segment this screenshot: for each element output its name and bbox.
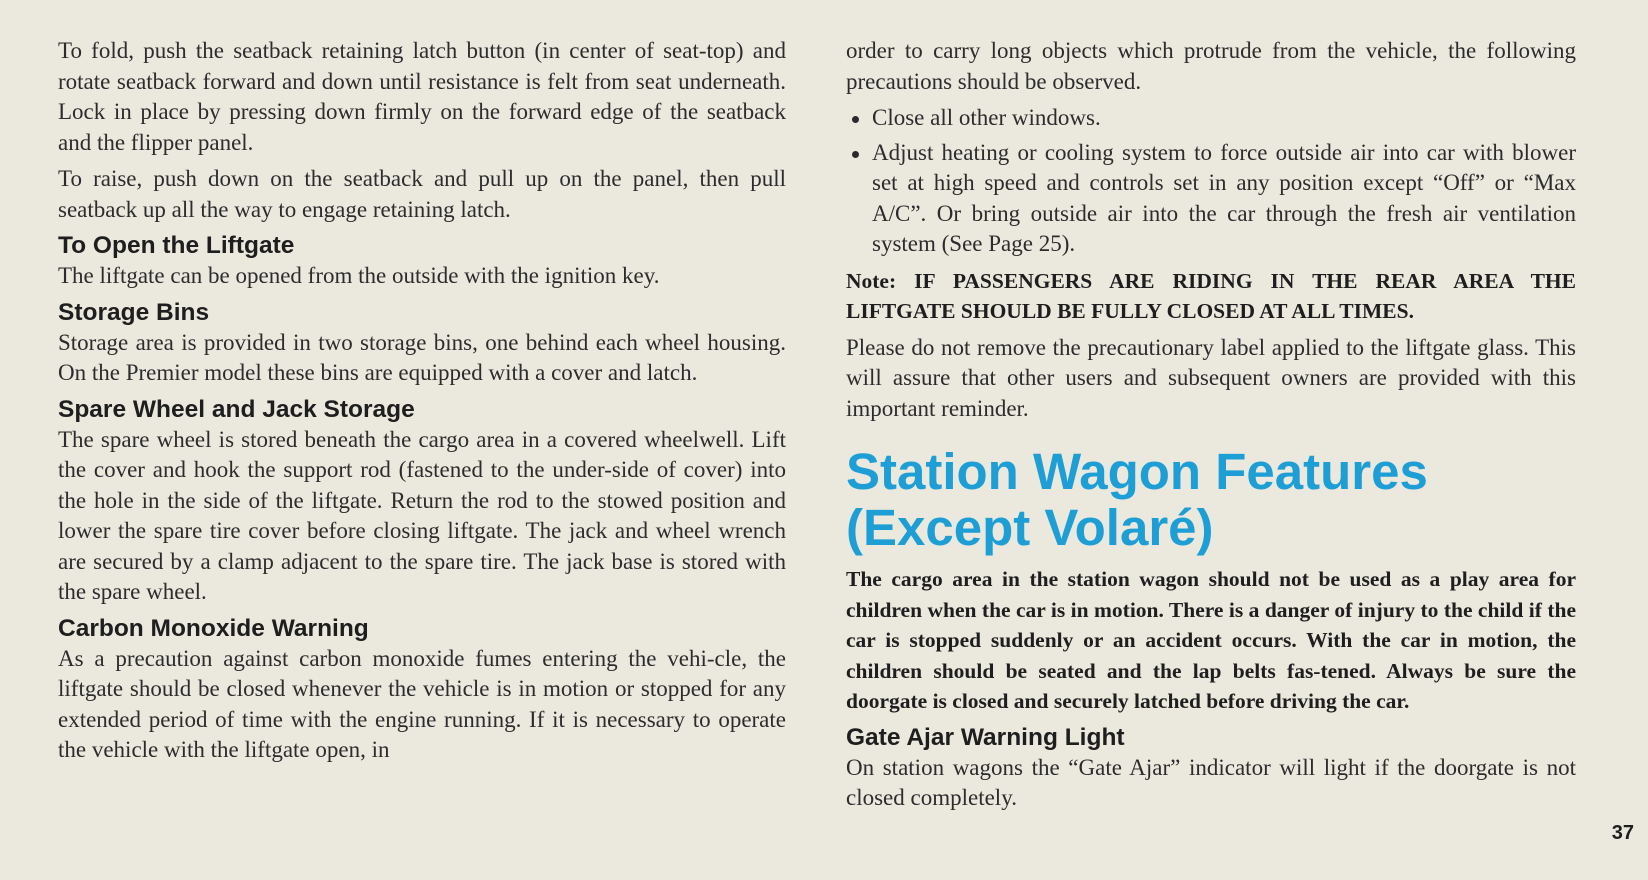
section-title-line1: Station Wagon Features xyxy=(846,443,1428,500)
fold-instructions: To fold, push the seatback retaining latch button (in center of seat-top) and rotate seatback forward and down until resistance is felt from seat underneath. Lock in place by pressing down firmly on the forward edge of the seatback and the flipper panel. xyxy=(58,38,786,155)
storage-paragraph: Storage area is provided in two storage bins, one behind each wheel housing. On the Premier model these bins are equipped with a cover and latch. xyxy=(58,329,786,385)
list-item xyxy=(846,138,1576,260)
heading-carbon-monoxide: Carbon Monoxide Warning xyxy=(58,614,369,642)
note-text: IF PASSENGERS ARE RIDING IN THE REAR AREA THE LIFTGATE SHOULD BE FULLY CLOSED AT ALL TIMES. xyxy=(846,268,1576,323)
liftgate-note xyxy=(846,266,1576,327)
carbon-monoxide-paragraph: As a precaution against carbon monoxide fumes entering the vehi-cle, the liftgate should be closed whenever the vehicle is in motion or stopped for any extended period of time with the engine running. If it is necessary to operate the vehicle with the liftgate open, in xyxy=(58,645,786,762)
right-column xyxy=(846,36,1576,820)
heading-gate-ajar: Gate Ajar Warning Light xyxy=(846,723,1125,751)
section-title-line2: (Except Volaré) xyxy=(846,499,1214,556)
gate-ajar-paragraph: On station wagons the “Gate Ajar” indicator will light if the doorgate is not closed completely. xyxy=(846,754,1576,810)
bullet-text: Close all other windows. xyxy=(872,105,1101,130)
bullet-icon xyxy=(852,151,859,158)
page-number: 37 xyxy=(1611,822,1634,844)
label-paragraph: Please do not remove the precautionary label applied to the liftgate glass. This will assure that other users and subsequent owners are provided with this important reminder. xyxy=(846,334,1576,421)
left-column xyxy=(58,36,786,772)
heading-open-liftgate: To Open the Liftgate xyxy=(58,232,295,259)
note-label: Note: xyxy=(846,268,897,293)
liftgate-paragraph: The liftgate can be opened from the outside with the ignition key. xyxy=(58,263,660,288)
list-item xyxy=(846,103,1576,134)
cargo-warning: The cargo area in the station wagon should not be used as a play area for children when the car is in motion. There is a danger of injury to the child if the car is stopped suddenly or an accident occurs. With the car in motion, the children should be seated and the lap belts fas-tened. Always be sure the doorgate is closed and securely latched before driving the car. xyxy=(846,567,1576,713)
precautions-list xyxy=(846,103,1576,260)
spare-wheel-paragraph: The spare wheel is stored beneath the cargo area in a covered wheelwell. Lift the cover and hook the support rod (fastened to the under-side of cover) into the hole in the side of the liftgate. Return the rod to the stowed position and lower the spare tire cover before closing liftgate. The jack and wheel wrench are secured by a clamp adjacent to the spare tire. The jack base is stored with the spare wheel. xyxy=(58,426,786,604)
heading-spare-wheel: Spare Wheel and Jack Storage xyxy=(58,395,415,423)
bullet-text: Adjust heating or cooling system to force outside air into car with blower set at high speed and controls set in any position except “Off” or “Max A/C”. Or bring outside air into the car through the fresh air ventilation system (See Page 25). xyxy=(872,139,1576,256)
section-title xyxy=(846,444,1576,556)
precautions-intro: order to carry long objects which protrude from the vehicle, the following precautions should be observed. xyxy=(846,38,1576,94)
bullet-icon xyxy=(852,116,859,123)
raise-instructions: To raise, push down on the seatback and pull up on the panel, then pull seatback up all the way to engage retaining latch. xyxy=(58,166,786,222)
heading-storage-bins: Storage Bins xyxy=(58,298,210,326)
